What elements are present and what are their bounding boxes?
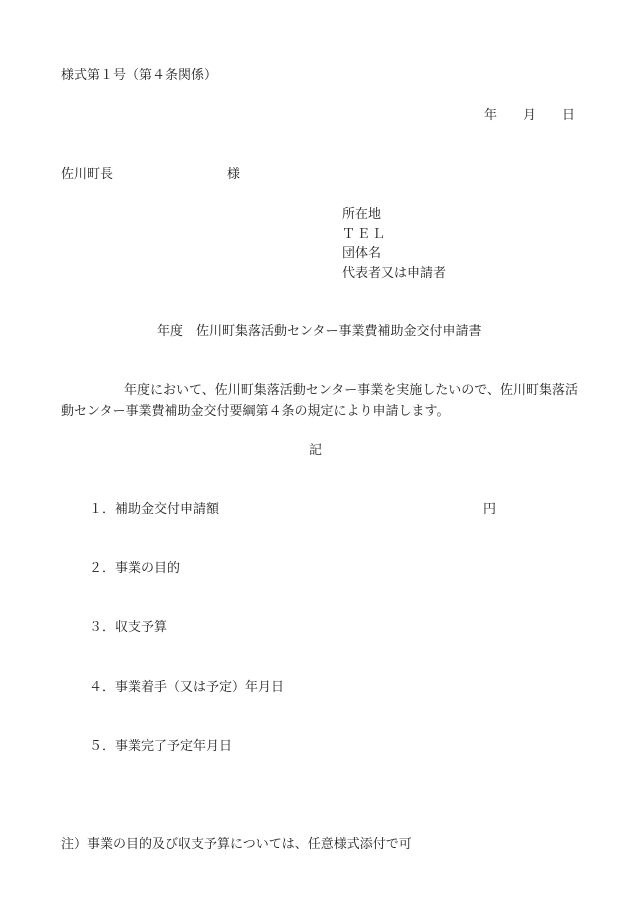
addressee-name: 佐川町長 (61, 167, 114, 182)
item-5-label: ５．事業完了予定年月日 (89, 739, 233, 754)
applicant-address-label: 所在地 (342, 207, 382, 222)
body-line-2: 動センター事業費補助金交付要綱第４条の規定により申請します。 (61, 404, 450, 419)
item-3-label: ３．収支予算 (89, 620, 168, 635)
item-1-label: １．補助金交付申請額 (89, 502, 220, 517)
date-year: 年 (484, 108, 498, 123)
applicant-representative-label: 代表者又は申請者 (342, 266, 447, 281)
document-title: 年度 佐川町集落活動センター事業費補助金交付申請書 (157, 324, 482, 339)
date-line (484, 108, 575, 124)
date-month: 月 (523, 108, 537, 123)
body-line-1: 年度において、佐川町集落活動センター事業を実施したいので、佐川町集落活 (124, 383, 578, 398)
applicant-tel-label: ＴＥＬ (342, 227, 388, 242)
item-4-label: ４．事業着手（又は予定）年月日 (89, 680, 285, 695)
applicant-group-label: 団体名 (342, 246, 382, 261)
ki-heading: 記 (309, 443, 323, 458)
item-1-yen: 円 (483, 502, 497, 517)
footnote: 注）事業の目的及び収支予算については、任意様式添付で可 (61, 837, 412, 852)
item-2-label: ２．事業の目的 (89, 561, 181, 576)
form-number: 様式第１号（第４条関係） (61, 68, 218, 83)
date-day: 日 (562, 108, 576, 123)
addressee-honorific: 様 (227, 167, 241, 182)
